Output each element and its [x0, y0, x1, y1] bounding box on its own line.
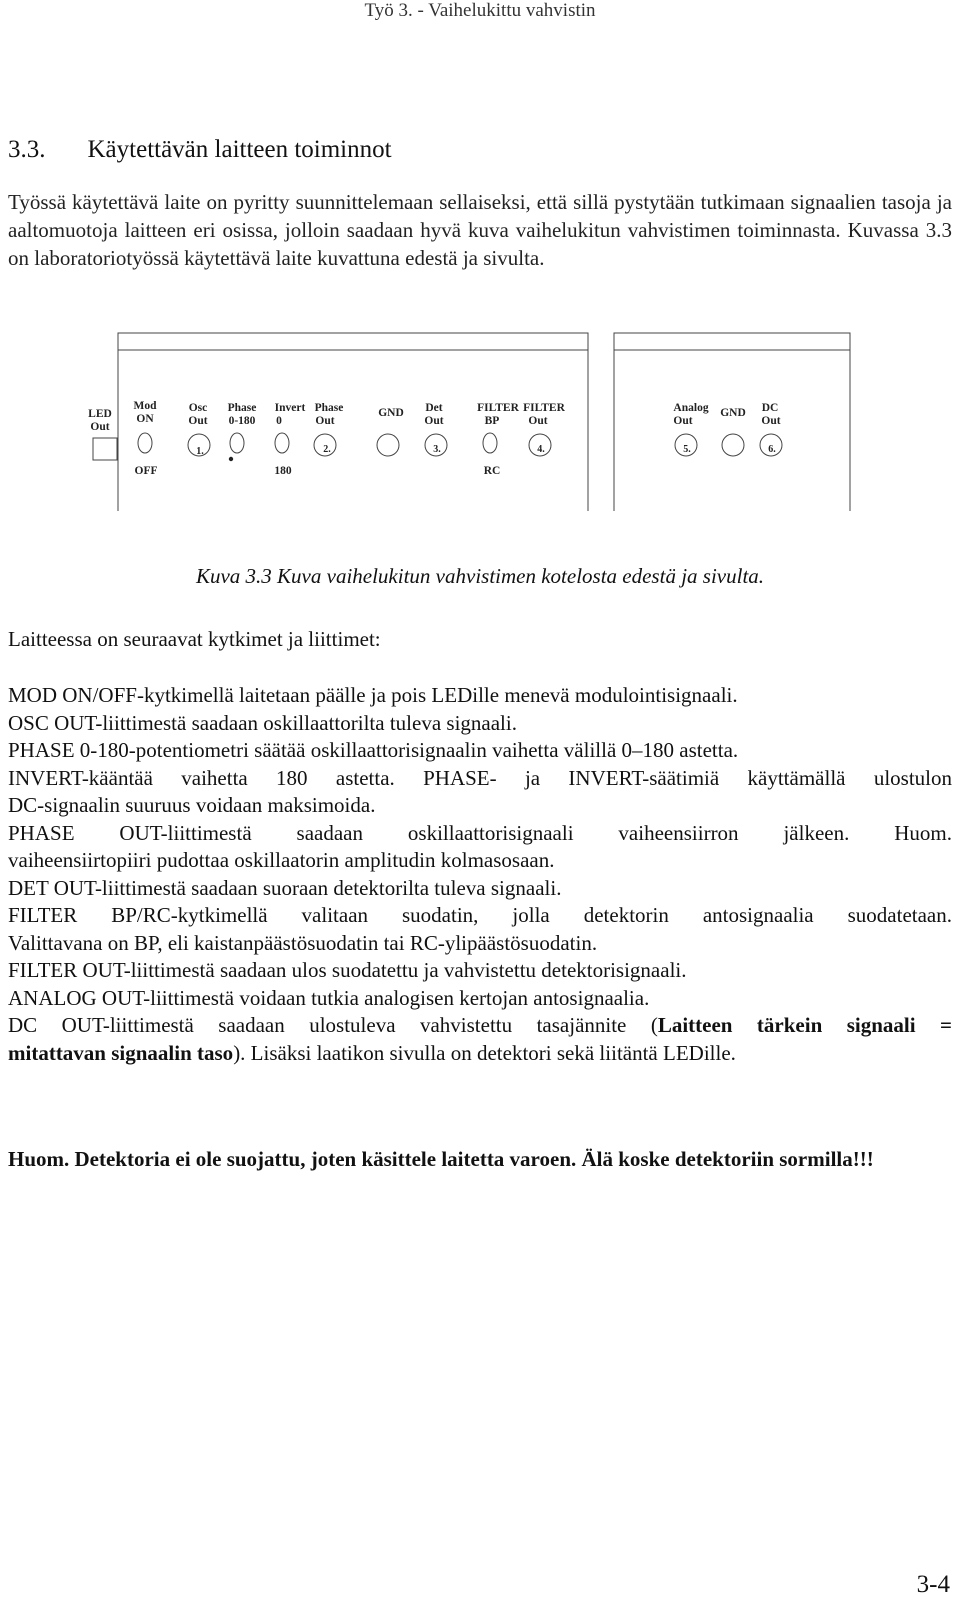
- list-item: [8, 957, 952, 985]
- list-item: [8, 765, 952, 793]
- pot-marker-dot: [229, 457, 233, 461]
- item-term: FILTER OUT: [8, 958, 124, 982]
- item-desc: -liittimestä saadaan ulos suodatettu ja vahvistettu detektorisignaali.: [123, 958, 687, 982]
- item-term: MOD ON/OFF: [8, 683, 137, 707]
- invert-180-label: 180: [274, 465, 292, 477]
- section-number: 3.3.: [8, 136, 46, 163]
- item-desc: -liittimestä saadaan suoraan detektorilta tuleva signaali.: [94, 875, 562, 900]
- rc-label: RC: [483, 465, 501, 477]
- gnd-label-2: GND: [720, 407, 746, 419]
- item-term: DC OUT: [8, 1013, 103, 1037]
- item-desc: -kytkimellä laitetaan päälle ja pois LEDille menevä modulointisignaali.: [136, 683, 738, 707]
- analog-label-2: Out: [673, 415, 693, 427]
- list-intro: [8, 626, 952, 654]
- mod-label-1: Mod: [133, 400, 157, 412]
- dc-label-2: Out: [761, 415, 781, 427]
- item-term: OSC OUT: [8, 710, 96, 735]
- item-desc: -liittimestä saadaan oskillaattorisignaali vaiheensiirron jälkeen. Huom.: [160, 820, 953, 845]
- filter-switch: [483, 433, 497, 453]
- item-desc: ). Lisäksi laatikon sivulla on detektori sekä liitäntä LEDille.: [233, 1040, 736, 1065]
- filter-out-label-1: FILTER: [523, 402, 565, 414]
- osc-label-2: Out: [188, 415, 208, 427]
- list-item: [8, 682, 952, 710]
- gnd-jack-2: [722, 434, 744, 456]
- item-term: DET OUT: [8, 875, 95, 900]
- item-desc: -kytkimellä valitaan suodatin, jolla detektorin antosignaalia suodatetaan.: [170, 903, 952, 927]
- list-intro-text: Laitteessa on seuraavat kytkimet ja liittimet:: [8, 627, 381, 651]
- item-emphasis: Laitteen tärkein signaali =: [657, 1013, 952, 1037]
- side-panel-outline: [614, 333, 850, 511]
- list-item: [8, 985, 952, 1013]
- filter-out-label-2: Out: [528, 415, 548, 427]
- list-item: [8, 1012, 952, 1040]
- filter-bp-label-2: BP: [484, 415, 500, 427]
- phase-out-label-2: Out: [315, 415, 335, 427]
- list-item: [8, 875, 952, 903]
- list-item-continued: [8, 847, 952, 875]
- det-label-1: Det: [425, 402, 443, 414]
- controls-list: [8, 682, 952, 1067]
- gnd-jack-1: [377, 434, 399, 456]
- connector-number-2: 2.: [323, 444, 331, 455]
- osc-label-1: Osc: [188, 402, 208, 414]
- warning-note: Huom. Detektoria ei ole suojattu, joten käsittele laitetta varoen. Älä koske detektoriin sormilla!!!: [8, 1147, 874, 1171]
- item-term: ANALOG OUT: [8, 985, 144, 1010]
- item-term: FILTER BP/RC: [8, 903, 171, 927]
- running-header: Työ 3. - Vaihelukittu vahvistin: [364, 0, 596, 21]
- list-item: [8, 820, 952, 848]
- item-term: PHASE OUT: [8, 820, 161, 845]
- led-label-1: LED: [88, 408, 112, 420]
- item-term: INVERT: [8, 765, 82, 790]
- page-number: 3-4: [916, 1571, 950, 1598]
- item-desc: -liittimestä voidaan tutkia analogisen kertojan antosignaalia.: [143, 985, 650, 1010]
- item-desc: vaiheensiirtopiiri pudottaa oskillaatorin amplitudin kolmasosaan.: [8, 848, 555, 872]
- det-label-2: Out: [424, 415, 444, 427]
- invert-switch: [275, 433, 289, 453]
- connector-number-3: 3.: [433, 444, 441, 455]
- item-desc: -liittimestä saadaan ulostuleva vahvistettu tasajännite (: [102, 1013, 658, 1037]
- section-title: [8, 136, 392, 164]
- connector-number-1: 1.: [196, 446, 204, 457]
- figure-caption: Kuva 3.3 Kuva vaihelukitun vahvistimen kotelosta edestä ja sivulta.: [195, 564, 765, 588]
- connector-number-4: 4.: [537, 444, 545, 455]
- led-label-2: Out: [90, 421, 110, 433]
- gnd-label-1: GND: [378, 407, 404, 419]
- item-desc: -kääntää vaihetta 180 astetta. PHASE- ja INVERT-säätimiä käyttämällä ulostulon: [81, 765, 952, 790]
- section-title-text: Käytettävän laitteen toiminnot: [87, 136, 392, 163]
- connector-number-6: 6.: [768, 444, 776, 455]
- intro-paragraph: Työssä käytettävä laite on pyritty suunnittelemaan sellaiseksi, että sillä pystytään tutkimaan signaalien tasoja ja aaltomuotoja laitteen eri osissa, jolloin saadaan hyvä kuva vaihelukitun vahvistimen toiminnasta. Kuvassa 3.3 on laboratoriotyössä käytettävä laite kuvattuna edestä ja sivulta.: [8, 190, 952, 270]
- phase-pot: [230, 433, 244, 453]
- phase-label-2: 0-180: [228, 415, 256, 427]
- mod-label-2: ON: [136, 413, 154, 425]
- list-item-continued: [8, 792, 952, 820]
- analog-label-1: Analog: [673, 402, 709, 414]
- connector-number-5: 5.: [683, 444, 691, 455]
- item-term: PHASE 0-180: [8, 738, 129, 762]
- filter-bp-label-1: FILTER: [477, 402, 519, 414]
- off-label: OFF: [134, 465, 158, 477]
- list-item: [8, 737, 952, 765]
- mod-switch: [138, 433, 152, 453]
- device-figure: [0, 328, 960, 528]
- item-desc: Valittavana on BP, eli kaistanpäästösuodatin tai RC-ylipäästösuodatin.: [8, 930, 598, 955]
- phase-label-1: Phase: [227, 402, 257, 414]
- item-desc: DC-signaalin suuruus voidaan maksimoida.: [8, 793, 376, 817]
- invert-label-2: 0: [276, 415, 282, 427]
- item-desc: -liittimestä saadaan oskillaattorilta tuleva signaali.: [95, 710, 517, 735]
- item-desc: -potentiometri säätää oskillaattorisignaalin vaihetta välillä 0–180 astetta.: [128, 738, 739, 762]
- list-item: [8, 902, 952, 930]
- phase-out-label-1: Phase: [314, 402, 344, 414]
- list-item-continued: [8, 1040, 952, 1068]
- dc-label-1: DC: [761, 402, 779, 414]
- item-emphasis: mitattavan signaalin taso: [8, 1040, 234, 1065]
- list-item-continued: [8, 930, 952, 958]
- list-item: [8, 710, 952, 738]
- led-square: [93, 438, 117, 460]
- invert-label-1: Invert: [274, 402, 306, 414]
